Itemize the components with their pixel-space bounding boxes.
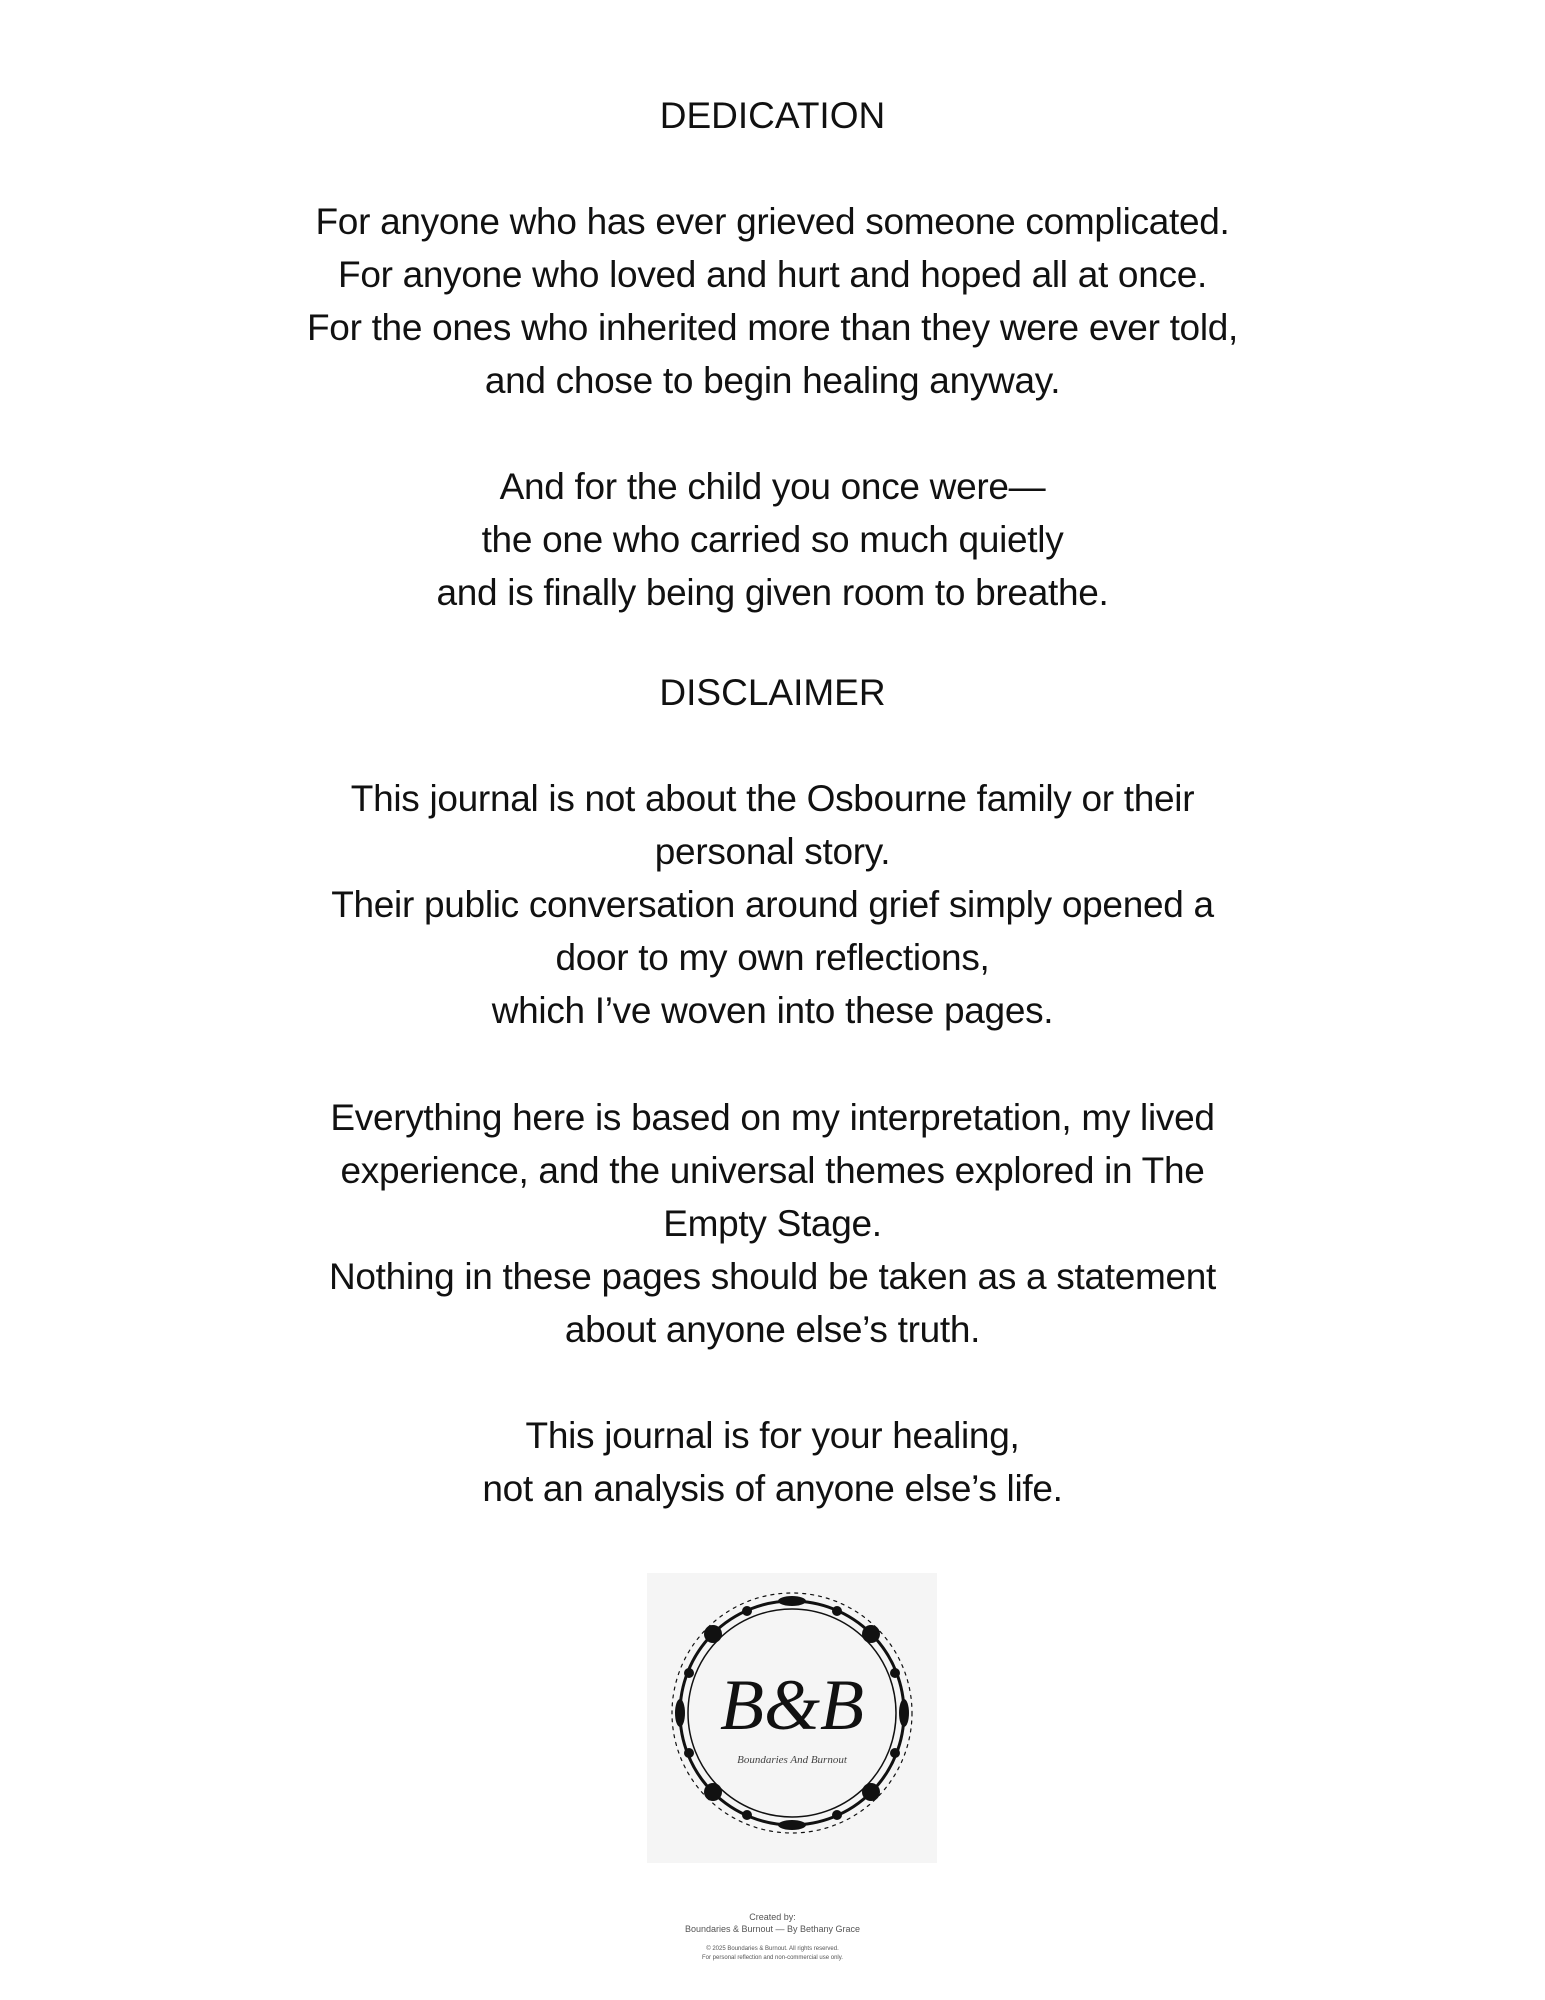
footer-credits xyxy=(0,1911,1545,1935)
disclaimer-paragraph-2 xyxy=(0,1091,1545,1356)
disclaimer-line: This journal is for your healing, xyxy=(525,1415,1020,1456)
dedication-heading-block xyxy=(0,89,1545,142)
dedication-line: For anyone who has ever grieved someone complicated. xyxy=(315,201,1230,242)
disclaimer-line: Nothing in these pages should be taken as a statement xyxy=(328,1256,1217,1297)
logo-tagline: Boundaries And Burnout xyxy=(737,1754,847,1766)
footer-legal xyxy=(0,1945,1545,1963)
brand-logo xyxy=(647,1573,937,1863)
disclaimer-line: This journal is not about the Osbourne family or their xyxy=(350,778,1195,819)
disclaimer-paragraph-3 xyxy=(0,1409,1545,1515)
dedication-line: the one who carried so much quietly xyxy=(481,519,1064,560)
creator-name: Boundaries & Burnout — By Bethany Grace xyxy=(684,1924,861,1934)
disclaimer-line: Everything here is based on my interpretation, my lived xyxy=(330,1097,1215,1138)
copyright-text: © 2025 Boundaries & Burnout. All rights reserved. xyxy=(706,1946,839,1952)
disclaimer-line: door to my own reflections, xyxy=(555,937,990,978)
disclaimer-line: Empty Stage. xyxy=(663,1203,882,1244)
disclaimer-line: not an analysis of anyone else’s life. xyxy=(482,1468,1063,1509)
dedication-line: And for the child you once were— xyxy=(499,466,1046,507)
disclaimer-line: experience, and the universal themes explored in The xyxy=(340,1150,1205,1191)
dedication-stanza-1 xyxy=(0,195,1545,407)
disclaimer-paragraph-1 xyxy=(0,772,1545,1037)
usage-text: For personal reflection and non-commercial use only. xyxy=(702,1955,843,1961)
disclaimer-heading: DISCLAIMER xyxy=(659,672,886,713)
dedication-line: For anyone who loved and hurt and hoped all at once. xyxy=(338,254,1207,295)
dedication-line: and chose to begin healing anyway. xyxy=(484,360,1061,401)
disclaimer-line: Their public conversation around grief simply opened a xyxy=(331,884,1214,925)
created-by-label: Created by: xyxy=(749,1912,796,1922)
disclaimer-heading-block xyxy=(0,666,1545,719)
disclaimer-line: personal story. xyxy=(654,831,891,872)
logo-monogram: B&B xyxy=(720,1665,864,1745)
disclaimer-line: which I’ve woven into these pages. xyxy=(491,990,1054,1031)
dedication-line: For the ones who inherited more than they were ever told, xyxy=(306,307,1239,348)
dedication-line: and is finally being given room to breathe. xyxy=(436,572,1109,613)
dedication-heading: DEDICATION xyxy=(659,95,886,136)
dedication-stanza-2 xyxy=(0,460,1545,619)
disclaimer-line: about anyone else’s truth. xyxy=(564,1309,981,1350)
